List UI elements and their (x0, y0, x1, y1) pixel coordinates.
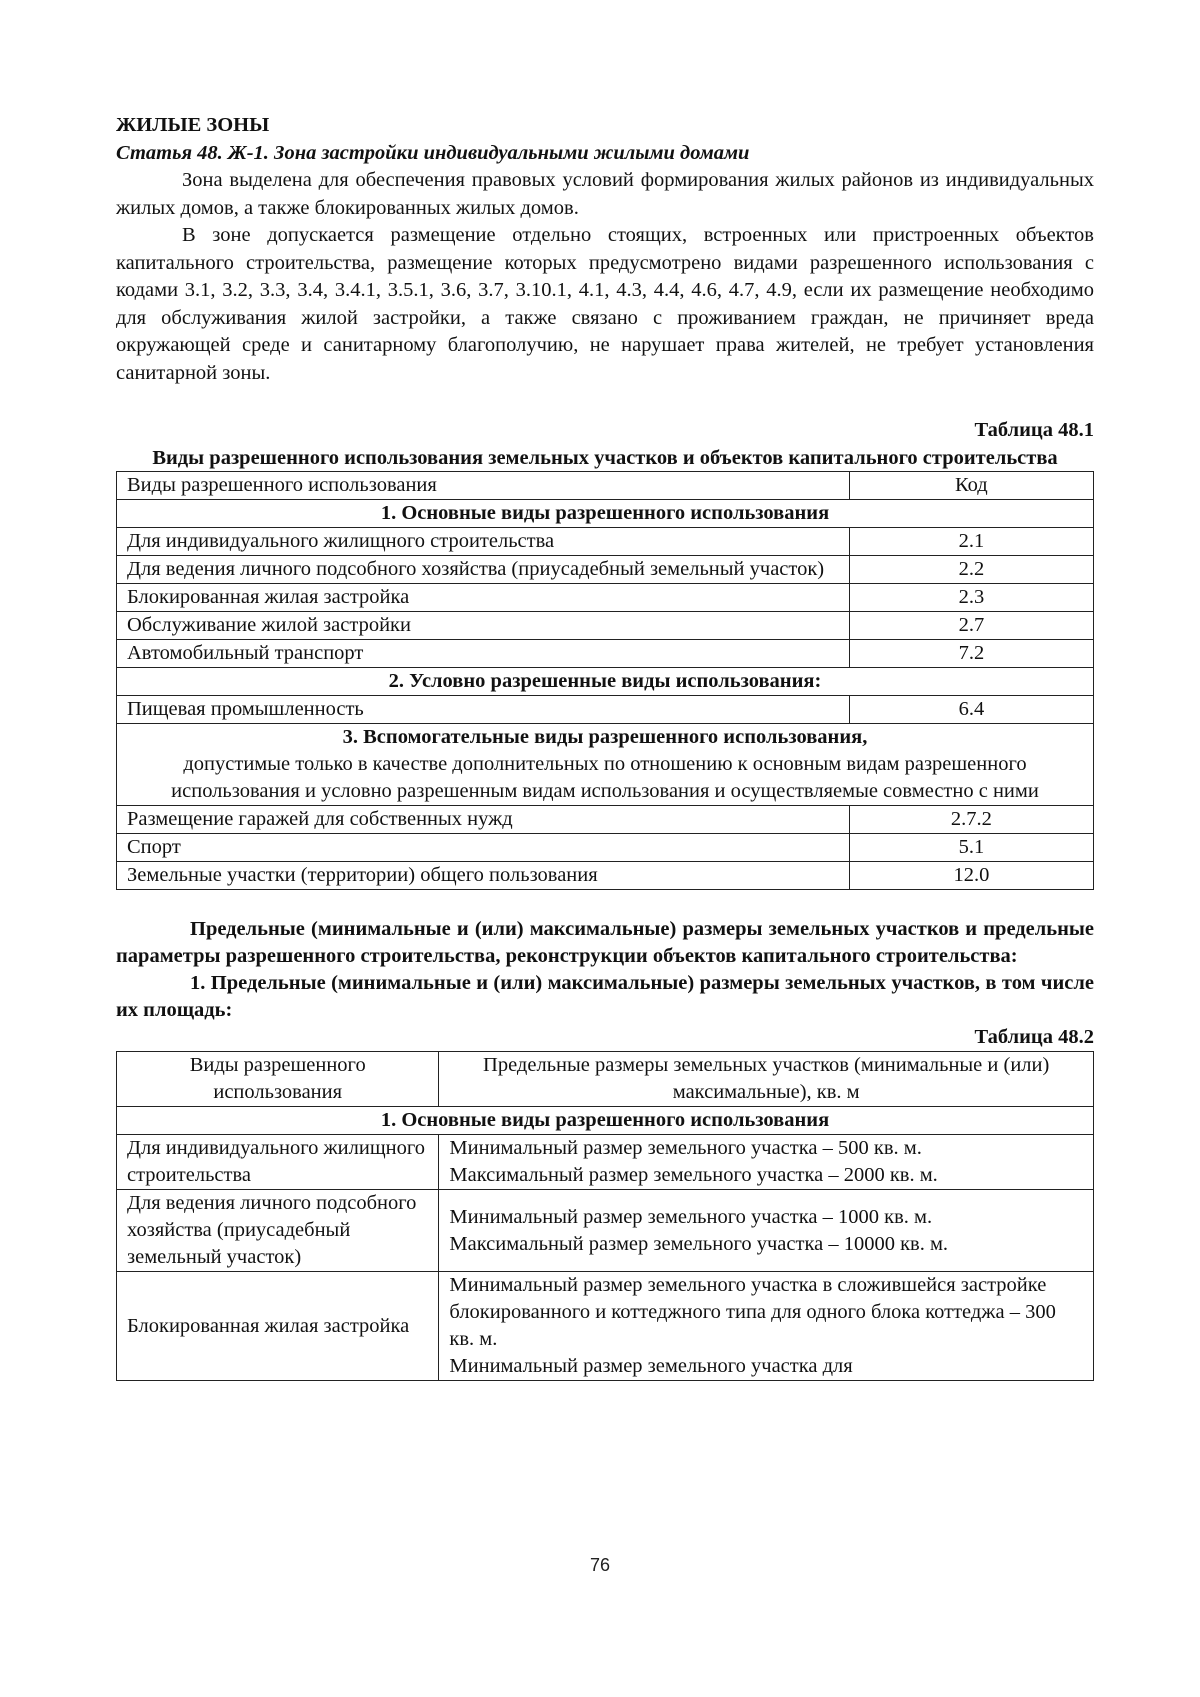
size-line: Минимальный размер земельного участка в сложившейся застройке блокированного и коттеджного типа для одного блока коттеджа – 300 кв. м. (449, 1274, 1056, 1350)
header-cell-name: Виды разрешенного использования (117, 471, 850, 499)
section-row (117, 667, 1094, 695)
use-code: 2.7 (849, 611, 1093, 639)
use-name: Спорт (117, 833, 850, 861)
table-row (117, 861, 1094, 889)
use-name: Размещение гаражей для собственных нужд (117, 805, 850, 833)
size-line: Минимальный размер земельного участка для (449, 1355, 853, 1377)
use-name: Для индивидуального жилищного строительства (117, 1135, 439, 1190)
paragraph-1: Зона выделена для обеспечения правовых условий формирования жилых районов из индивидуальных жилых домов, а также блокированных жилых домов. (116, 169, 1094, 219)
size-limits (439, 1272, 1094, 1381)
use-name: Для ведения личного подсобного хозяйства (приусадебный земельный участок) (117, 555, 850, 583)
header-cell-sizes: Предельные размеры земельных участков (минимальные и (или) максимальные), кв. м (439, 1052, 1094, 1107)
table-1-title: Виды разрешенного использования земельных участков и объектов капитального строительства (152, 446, 1058, 469)
size-line: Минимальный размер земельного участка – 1000 кв. м. (449, 1205, 933, 1228)
table-row (117, 639, 1094, 667)
use-code: 6.4 (849, 695, 1093, 723)
table-row (117, 583, 1094, 611)
section-2-title: 2. Условно разрешенные виды использования: (117, 667, 1094, 695)
use-name: Земельные участки (территории) общего пользования (117, 861, 850, 889)
use-code: 2.3 (849, 583, 1093, 611)
use-code: 12.0 (849, 861, 1093, 889)
use-name: Автомобильный транспорт (117, 639, 850, 667)
section-1-title: 1. Основные виды разрешенного использования (117, 1107, 1094, 1135)
table-row (117, 1135, 1094, 1190)
table-row (117, 1190, 1094, 1272)
table-1-label: Таблица 48.1 (974, 419, 1094, 441)
use-code: 7.2 (849, 639, 1093, 667)
section-row (117, 1107, 1094, 1135)
section-row (117, 723, 1094, 805)
size-line: Максимальный размер земельного участка – 2000 кв. м. (449, 1164, 938, 1186)
paragraph-2: В зоне допускается размещение отдельно стоящих, встроенных или пристроенных объектов капитального строительства, размещение которых предусмотрено видами разрешенного использования с кодами 3.1, 3.2, 3.3, 3.4, 3.4.1, 3.5.1, 3.6, 3.7, 3.10.1, 4.1, 4.3, 4.4, 4.6, 4.7, 4.9, если их размещение необходимо для обслуживания жилой застройки, а также связано с проживанием граждан, не причиняет вреда окружающей среде и санитарному благополучию, не нарушает права жителей, не требует установления санитарной зоны. (116, 224, 1094, 384)
size-line: Максимальный размер земельного участка – 10000 кв. м. (449, 1232, 949, 1255)
table-2-label: Таблица 48.2 (974, 1025, 1094, 1048)
section-3-cell (117, 723, 1094, 805)
table-row (117, 555, 1094, 583)
section-heading: ЖИЛЫЕ ЗОНЫ (116, 114, 270, 136)
section-1-title: 1. Основные виды разрешенного использования (117, 499, 1094, 527)
use-code: 2.2 (849, 555, 1093, 583)
limits-item-1: 1. Предельные (минимальные и (или) максимальные) размеры земельных участков, в том числе их площадь: (116, 971, 1094, 1021)
use-name: Пищевая промышленность (117, 695, 850, 723)
table-1 (116, 471, 1094, 890)
use-code: 2.7.2 (849, 805, 1093, 833)
use-name: Блокированная жилая застройка (117, 1272, 439, 1381)
table-row (117, 1272, 1094, 1381)
table-row (117, 527, 1094, 555)
table-row (117, 695, 1094, 723)
section-3-note: допустимые только в качестве дополнительных по отношению к основным видам разрешенного использования и условно разрешенным видам использования и осуществляемые совместно с ними (171, 752, 1039, 802)
table-row (117, 1052, 1094, 1107)
table-row (117, 805, 1094, 833)
size-limits (439, 1190, 1094, 1272)
use-name: Для ведения личного подсобного хозяйства (приусадебный земельный участок) (117, 1190, 439, 1272)
use-code: 2.1 (849, 527, 1093, 555)
table-2 (116, 1051, 1094, 1381)
use-name: Для индивидуального жилищного строительства (117, 527, 850, 555)
table-row (117, 833, 1094, 861)
table-row (117, 471, 1094, 499)
size-line: Минимальный размер земельного участка – 500 кв. м. (449, 1137, 922, 1159)
limits-heading: Предельные (минимальные и (или) максимальные) размеры земельных участков и предельные параметры разрешенного строительства, реконструкции объектов капитального строительства: (116, 917, 1094, 967)
article-title: Статья 48. Ж-1. Зона застройки индивидуальными жилыми домами (116, 141, 750, 164)
use-code: 5.1 (849, 833, 1093, 861)
table-row (117, 611, 1094, 639)
header-cell-use: Виды разрешенного использования (117, 1052, 439, 1107)
header-cell-code: Код (849, 471, 1093, 499)
use-name: Обслуживание жилой застройки (117, 611, 850, 639)
size-limits (439, 1135, 1094, 1190)
document-page (116, 112, 1094, 1381)
section-3-title: 3. Вспомогательные виды разрешенного использования, (342, 725, 868, 748)
page-number: 76 (589, 1555, 611, 1575)
use-name: Блокированная жилая застройка (117, 583, 850, 611)
section-row (117, 499, 1094, 527)
